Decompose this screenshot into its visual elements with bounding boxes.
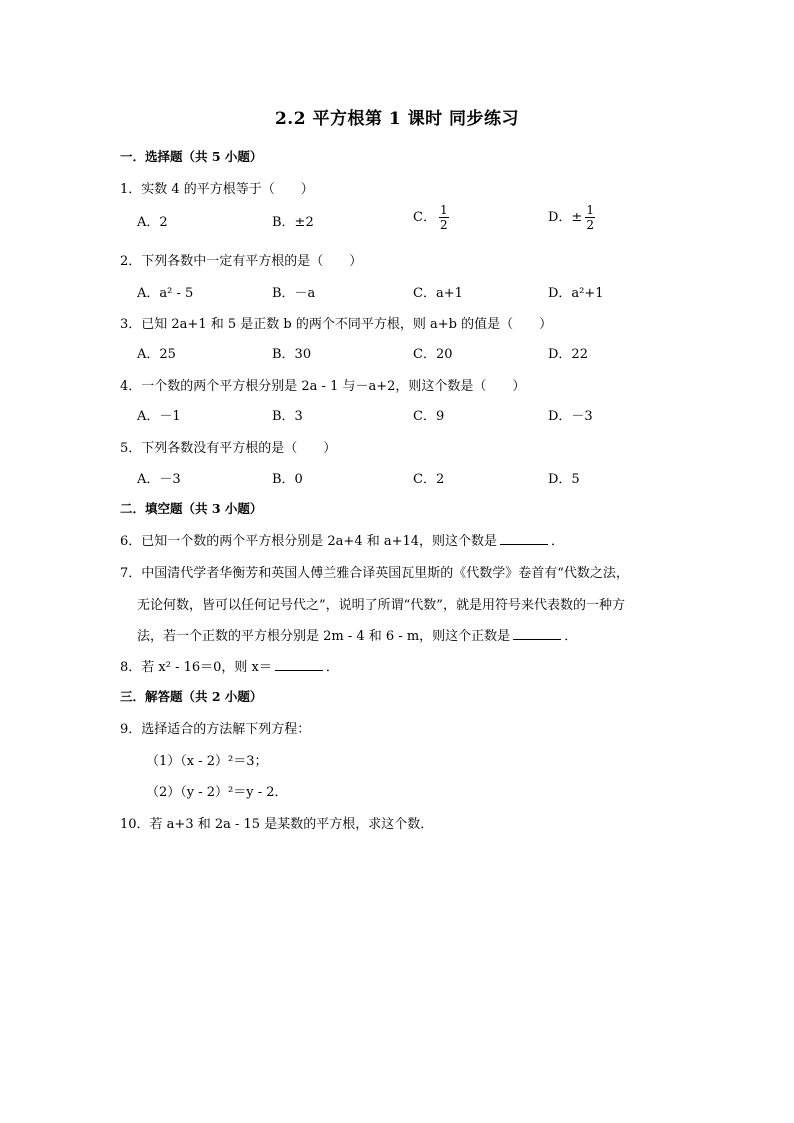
question-10: 10．若 a+3 和 2a - 15 是某数的平方根，求这个数． [120,817,434,832]
q5-option-c: C．2 [413,472,445,487]
question-9-part-1: （1）（x - 2）²＝3； [146,754,268,769]
question-9-part-2: （2）（y - 2）²＝y - 2． [146,785,288,800]
question-7-line-2: 无论何数，皆可以任何记号代之”，说明了所谓“代数”，就是用符号来代表数的一种方 [137,598,625,613]
section-heading-solve: 三．解答题（共 2 小题） [120,689,263,704]
fraction: $\frac{1}{2}$ [586,203,594,232]
question-3: 3．已知 2a+1 和 5 是正数 b 的两个不同平方根，则 a+b 的值是（ ） [120,317,553,332]
q2-option-c: C．a+1 [413,286,463,301]
q3-option-b: B．30 [272,347,312,362]
q3-option-a: A．25 [137,347,176,362]
question-1: 1．实数 4 的平方根等于（ ） [120,182,314,197]
section-heading-fill: 二．填空题（共 3 小题） [120,501,263,516]
q5-option-a: A．－3 [137,472,181,487]
answer-blank [500,532,548,545]
question-7-line-1: 7．中国清代学者华衡芳和英国人傅兰雅合译英国瓦里斯的《代数学》卷首有“代数之法， [120,566,629,581]
answer-blank [275,658,323,671]
question-9: 9．选择适合的方法解下列方程： [120,722,311,737]
q2-option-b: B．－a [272,286,316,301]
q1-option-b: B．±2 [272,215,314,230]
question-6: 6．已知一个数的两个平方根分别是 2a+4 和 a+14，则这个数是 ． [120,534,565,549]
question-4: 4．一个数的两个平方根分别是 2a - 1 与－a+2，则这个数是（ ） [120,379,526,394]
q2-option-d: D．a²+1 [548,286,604,301]
question-7-line-3: 法，若一个正数的平方根分别是 2m - 4 和 6 - m，则这个正数是 ． [137,629,578,644]
question-8: 8．若 x² - 16＝0，则 x＝ ． [120,660,339,675]
q1-option-c: C． $\frac{1}{2}$ [413,203,448,232]
q5-option-d: D．5 [548,472,580,487]
q5-option-b: B．0 [272,472,303,487]
q3-option-c: C．20 [413,347,453,362]
page-title: 2.2 平方根第 1 课时 同步练习 [274,109,520,129]
answer-blank [513,627,561,640]
question-2: 2．下列各数中一定有平方根的是（ ） [120,254,363,269]
fraction: $\frac{1}{2}$ [439,203,448,232]
q4-option-c: C．9 [413,409,445,424]
question-5: 5．下列各数没有平方根的是（ ） [120,441,337,456]
q4-option-d: D．－3 [548,409,593,424]
q1-option-d: D．± $\frac{1}{2}$ [548,203,594,232]
section-heading-choice: 一．选择题（共 5 小题） [120,149,263,164]
q3-option-d: D．22 [548,347,588,362]
q1-option-a: A．2 [137,215,168,230]
q2-option-a: A．a² - 5 [137,286,194,301]
q4-option-b: B．3 [272,409,303,424]
q4-option-a: A．－1 [137,409,181,424]
